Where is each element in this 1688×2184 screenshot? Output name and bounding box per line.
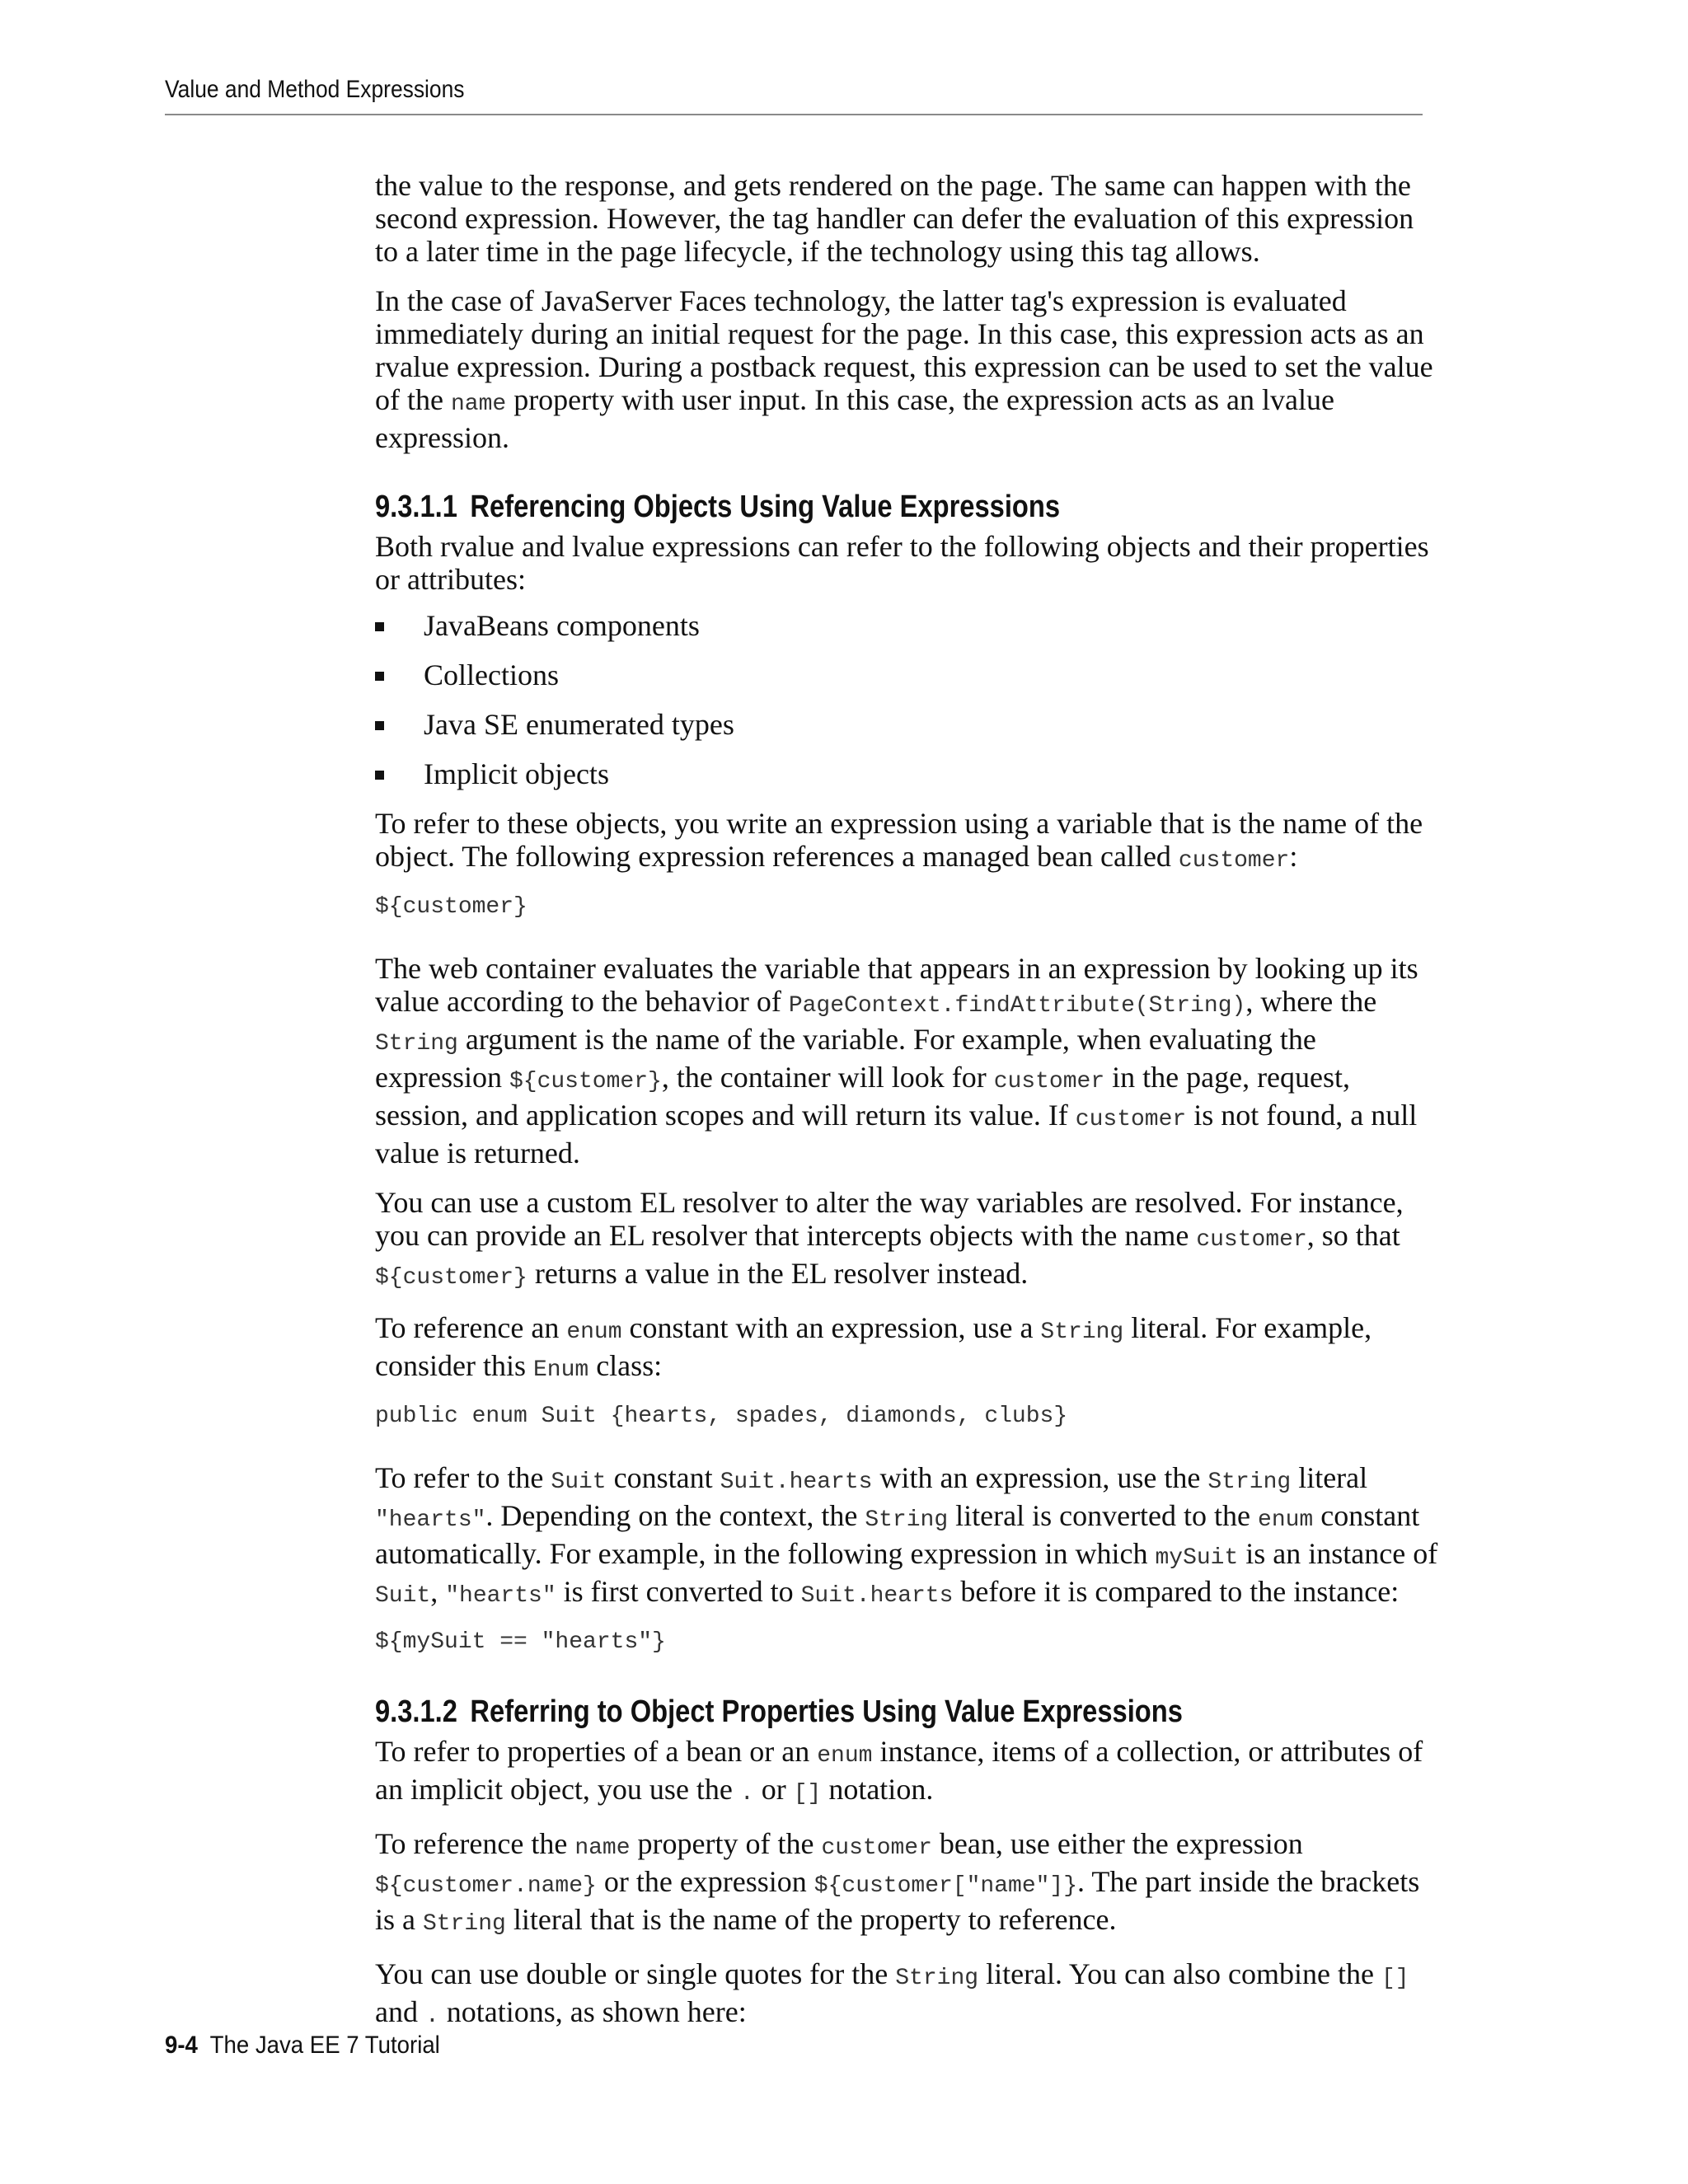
inline-code: String [1040,1319,1124,1345]
inline-code: String [895,1966,979,1991]
inline-code: Suit.hearts [720,1469,873,1495]
square-bullet-icon [375,721,384,730]
inline-code: [] [1381,1966,1409,1991]
inline-code: PageContext.findAttribute(String) [788,993,1246,1019]
square-bullet-icon [375,771,384,780]
refer-objects-paragraph [375,807,1438,878]
text: To refer to properties of a bean or an [375,1735,818,1768]
inline-code: name [574,1835,631,1861]
inline-code: enum [1258,1507,1314,1533]
inline-code: name [450,391,507,417]
text: You can use double or single quotes for the [375,1957,896,1990]
page-footer [165,2032,440,2060]
inline-code: [] [793,1781,822,1807]
text: constant automatically. For example, in the following expression in which [375,1499,1420,1570]
list-item [375,757,1438,790]
text: constant with an expression, use a [621,1311,1041,1344]
text: , where the [1245,985,1377,1018]
code-example-mysuit: ${mySuit == "hearts"} [375,1629,666,1655]
section1-intro [375,530,1438,596]
inline-code: String [375,1031,458,1057]
inline-code: "hearts" [375,1507,486,1533]
inline-code: customer [1075,1107,1187,1132]
section-number: 9.3.1.2 [375,1694,457,1729]
section-number: 9.3.1.1 [375,490,457,524]
text: Both rvalue and lvalue expressions can refer to the following objects and their properties or attributes: [375,530,1429,596]
page-number: 9-4 [165,2032,198,2059]
text: before it is compared to the instance: [953,1575,1400,1608]
text: To reference an [375,1311,567,1344]
square-bullet-icon [375,622,384,631]
text: or the expression [596,1865,814,1898]
text: literal that is the name of the property to reference. [505,1903,1117,1936]
inline-code: enum [817,1743,873,1769]
object-type-list [375,609,1438,790]
text: . The part inside the brackets is a [375,1865,1420,1936]
page-content [375,169,1438,2050]
text: or [753,1773,794,1806]
inline-code: Suit.hearts [800,1583,954,1609]
text: is an instance of [1238,1537,1438,1570]
text: literal. For example, consider this [375,1311,1372,1382]
text: constant [606,1461,720,1494]
text: is first converted to [556,1575,801,1608]
text: property with user input. In this case, the expression acts as an lvalue expression. [375,383,1334,454]
inline-code: ${customer.name} [375,1873,597,1899]
el-resolver-paragraph [375,1186,1438,1295]
section-heading-9-3-1-2 [375,1694,1289,1730]
inline-code: mySuit [1155,1545,1239,1571]
list-item-text: JavaBeans components [424,609,700,642]
list-item-text: Collections [424,658,559,691]
code-example-enum-suit: public enum Suit {hearts, spades, diamonds, clubs} [375,1404,1068,1429]
list-item [375,609,1438,642]
inline-code: String [423,1911,506,1937]
list-item [375,708,1438,741]
text: literal. You can also combine the [978,1957,1381,1990]
text: notation. [821,1773,934,1806]
text: You can use a custom EL resolver to alter the way variables are resolved. For instance, you can provide an EL resolver that intercepts objects with the name [375,1186,1404,1252]
inline-code: customer [821,1835,932,1861]
section-heading-9-3-1-1 [375,489,1289,525]
inline-code: String [1207,1469,1292,1495]
inline-code: customer [1178,848,1290,874]
list-item [375,658,1438,691]
text: argument is the name of the variable. For example, when evaluating the expression [375,1023,1316,1094]
text: In the case of JavaServer Faces technology, the latter tag's expression is evaluated immediately during an initial request for the page. In this case, this expression acts as an rvalue expression. During a postback request, this expression can be used to set the value of the [375,284,1433,416]
text: property of the [630,1827,822,1860]
inline-code: . [739,1781,754,1807]
enum-constant-paragraph [375,1311,1438,1387]
text: class: [588,1349,663,1382]
list-item-text: Implicit objects [424,757,609,790]
properties-notation-paragraph [375,1735,1438,1811]
inline-code: String [865,1507,949,1533]
list-item-text: Java SE enumerated types [424,708,734,741]
text: The web container evaluates the variable that appears in an expression by looking up its value according to the behavior of [375,952,1418,1018]
inline-code: Enum [532,1357,589,1383]
text: : [1289,840,1298,873]
book-title: The Java EE 7 Tutorial [209,2032,440,2059]
text: instance, items of a collection, or attributes of an implicit object, you use the [375,1735,1423,1806]
square-bullet-icon [375,672,384,681]
text: bean, use either the expression [931,1827,1303,1860]
text: To reference the [375,1827,575,1860]
text: returns a value in the EL resolver instead. [527,1257,1029,1290]
text: literal is converted to the [948,1499,1259,1532]
text: To refer to the [375,1461,551,1494]
inline-code: "hearts" [445,1583,556,1609]
section-title: Referencing Objects Using Value Expressions [470,490,1061,524]
text: with an expression, use the [872,1461,1208,1494]
text: To refer to these objects, you write an expression using a variable that is the name of the object. The following expression references a managed bean called [375,807,1423,873]
inline-code: ${customer} [509,1069,662,1094]
text: in the page, request, session, and application scopes and will return its value. If [375,1061,1351,1132]
running-header-title: Value and Method Expressions [165,76,465,103]
intro-paragraph-1 [375,169,1438,268]
suit-constant-paragraph [375,1461,1438,1613]
inline-code: ${customer} [375,1265,528,1291]
quotes-paragraph [375,1957,1438,2033]
inline-code: . [424,2004,439,2029]
inline-code: enum [566,1319,622,1345]
inline-code: customer [993,1069,1105,1094]
text: , the container will look for [661,1061,994,1094]
text: , [430,1575,446,1608]
inline-code: Suit [375,1583,431,1609]
text: . Depending on the context, the [485,1499,865,1532]
section-title: Referring to Object Properties Using Value Expressions [470,1694,1183,1729]
intro-paragraph-2 [375,284,1438,454]
web-container-paragraph [375,952,1438,1169]
text: notations, as shown here: [438,1995,747,2028]
text: is not found, a null value is returned. [375,1099,1418,1169]
text: , so that [1306,1219,1400,1252]
page-header [165,73,1423,115]
name-property-paragraph [375,1827,1438,1941]
inline-code: ${customer["name"]} [814,1873,1078,1899]
text: the value to the response, and gets rendered on the page. The same can happen with the second expression. However, the tag handler can defer the evaluation of this expression to a later time in the page lifecycle, if the technology using this tag allows. [375,169,1414,268]
code-example-customer: ${customer} [375,894,528,920]
inline-code: customer [1196,1227,1307,1253]
inline-code: Suit [551,1469,607,1495]
text: literal [1291,1461,1368,1494]
text: and [375,1995,425,2028]
